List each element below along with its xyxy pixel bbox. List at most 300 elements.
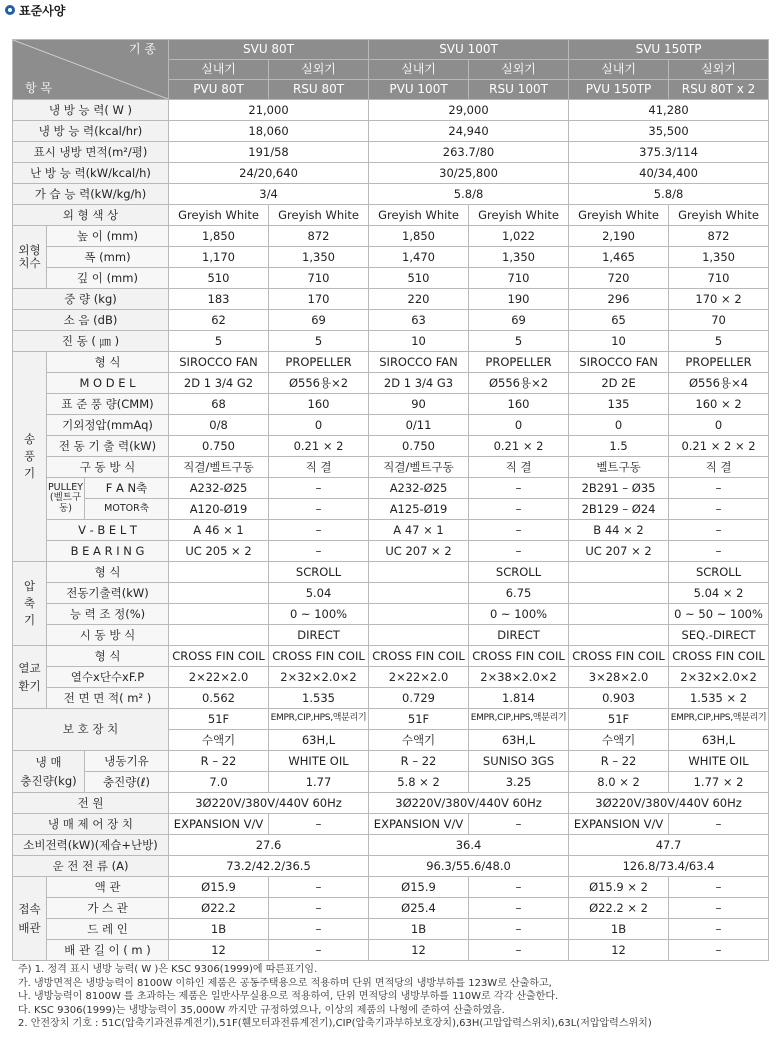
spec-table <box>12 39 769 961</box>
row-start <box>13 625 769 646</box>
cell: EXPANSION V/V <box>369 814 469 835</box>
cell: 170 <box>269 289 369 310</box>
cell: – <box>269 478 369 499</box>
row-label: 배 관 길 이 ( m ) <box>47 940 169 961</box>
cell: 70 <box>669 310 769 331</box>
cell: CROSS FIN COIL <box>669 646 769 667</box>
group-label-refrigerant: 냉 매 충진량(kg) <box>13 751 85 793</box>
cell: 47.7 <box>569 835 769 856</box>
cell: 2D 1 3/4 G2 <box>169 373 269 394</box>
cell: CROSS FIN COIL <box>469 646 569 667</box>
model-header: SVU 80T <box>169 40 369 60</box>
cell: 10 <box>569 331 669 352</box>
cell: 160 <box>269 394 369 415</box>
cell: Ø15.9 × 2 <box>569 877 669 898</box>
row-width <box>13 247 769 268</box>
cell: 벨트구동 <box>569 457 669 478</box>
row-pipe-length <box>13 940 769 961</box>
cell: 5 <box>669 331 769 352</box>
row-label: MOTOR축 <box>85 499 169 520</box>
group-label-fan: 송 풍 기 <box>13 352 47 562</box>
cell: 1.77 × 2 <box>669 772 769 793</box>
row-fan-type <box>13 352 769 373</box>
cell: 5.8 × 2 <box>369 772 469 793</box>
cell: UC 207 × 2 <box>569 541 669 562</box>
cell: 0 ~ 100% <box>469 604 569 625</box>
cell <box>369 583 469 604</box>
row-heat <box>13 163 769 184</box>
row-model <box>13 373 769 394</box>
cell: 3Ø220V/380V/440V 60Hz <box>569 793 769 814</box>
row-label: 능 력 조 정(%) <box>47 604 169 625</box>
footnote-line: 가. 냉방면적은 냉방능력이 8100W 이하인 제품은 공동주택용으로 적용하며 단위 면적당의 냉방부하를 123W로 산출하고, <box>18 977 552 989</box>
row-depth <box>13 268 769 289</box>
cell: 5 <box>169 331 269 352</box>
cell: Ø25.4 <box>369 898 469 919</box>
row-label: 가 스 관 <box>47 898 169 919</box>
row-label: 운 전 전 류 (A) <box>13 856 169 877</box>
cell: 0.729 <box>369 688 469 709</box>
cell: A125-Ø19 <box>369 499 469 520</box>
cell: – <box>669 814 769 835</box>
cell: EMPR,CIP,HPS,액분리기 <box>469 709 569 730</box>
cell: – <box>669 898 769 919</box>
indoor-header: 실내기 <box>569 60 669 80</box>
cell: 0 <box>669 415 769 436</box>
footnote-line: 다. KSC 9306(1999)는 냉방능력이 35,000W 까지만 규정하였으나, 이상의 제품의 나형에 준하여 산출하였음. <box>18 1004 505 1016</box>
cell: A120-Ø19 <box>169 499 269 520</box>
cell: 1B <box>169 919 269 940</box>
row-label: 기외정압(mmAq) <box>47 415 169 436</box>
cell: 1,350 <box>469 247 569 268</box>
cell: 63 <box>369 310 469 331</box>
row-vibration <box>13 331 769 352</box>
cell: EMPR,CIP,HPS,액분리기 <box>269 709 369 730</box>
cell: – <box>469 478 569 499</box>
cell: 21,000 <box>169 100 369 121</box>
cell: 51F <box>569 709 669 730</box>
cell: – <box>269 877 369 898</box>
cell: Greyish White <box>569 205 669 226</box>
cell: – <box>469 499 569 520</box>
cell: DIRECT <box>269 625 369 646</box>
row-airflow <box>13 394 769 415</box>
cell: 2B129 – Ø24 <box>569 499 669 520</box>
cell <box>569 583 669 604</box>
cell: Ø556용×2 <box>469 373 569 394</box>
cell: Ø556용×4 <box>669 373 769 394</box>
cell: 0/8 <box>169 415 269 436</box>
cell: A 46 × 1 <box>169 520 269 541</box>
row-label: B E A R I N G <box>47 541 169 562</box>
row-comp-type <box>13 562 769 583</box>
cell: 1,465 <box>569 247 669 268</box>
cell: SIROCCO FAN <box>369 352 469 373</box>
cell: 1.535 <box>269 688 369 709</box>
row-drive <box>13 457 769 478</box>
cell: 직 결 <box>469 457 569 478</box>
row-protection <box>13 709 769 730</box>
row-label: 진 동 ( ㎛ ) <box>13 331 169 352</box>
cell: 190 <box>469 289 569 310</box>
row-liquid <box>13 877 769 898</box>
model-header: SVU 100T <box>369 40 569 60</box>
cell: 직 결 <box>669 457 769 478</box>
cell: R – 22 <box>569 751 669 772</box>
section-title-text: 표준사양 <box>19 3 66 18</box>
row-height <box>13 226 769 247</box>
header-item-label: 항 목 <box>25 80 52 95</box>
cell: 2×32×2.0×2 <box>669 667 769 688</box>
outdoor-header: 실외기 <box>469 60 569 80</box>
cell: Ø22.2 <box>169 898 269 919</box>
row-label: 소 음 (dB) <box>13 310 169 331</box>
footnote-line: 나. 냉방능력이 8100W 를 초과하는 제품은 일반사무실용으로 적용하여, 단위 면적당의 냉방부하를 110W로 각각 산출한다. <box>18 991 559 1002</box>
row-static <box>13 415 769 436</box>
cell: SIROCCO FAN <box>569 352 669 373</box>
cell: 126.8/73.4/63.4 <box>569 856 769 877</box>
row-label: 난 방 능 력(kW/kcal/h) <box>13 163 169 184</box>
row-label: 냉 매 제 어 장 치 <box>13 814 169 835</box>
row-noise <box>13 310 769 331</box>
cell: R – 22 <box>369 751 469 772</box>
cell: 0.21 × 2 <box>469 436 569 457</box>
cell: Greyish White <box>469 205 569 226</box>
cell: UC 207 × 2 <box>369 541 469 562</box>
cell: 0.903 <box>569 688 669 709</box>
cell: 220 <box>369 289 469 310</box>
row-vbelt <box>13 520 769 541</box>
cell: PROPELLER <box>669 352 769 373</box>
cell: SCROLL <box>669 562 769 583</box>
cell: – <box>469 919 569 940</box>
cell: 24,940 <box>369 121 569 142</box>
row-color <box>13 205 769 226</box>
bullet-icon <box>5 5 15 15</box>
cell: – <box>469 898 569 919</box>
cell: – <box>669 919 769 940</box>
cell: 63H,L <box>469 730 569 751</box>
cell: 65 <box>569 310 669 331</box>
cell: 0.21 × 2 <box>269 436 369 457</box>
row-weight <box>13 289 769 310</box>
cell: 1,350 <box>269 247 369 268</box>
cell <box>169 583 269 604</box>
group-label-pulley: PULLEY (벨트구동) <box>47 478 85 520</box>
cell: 1,170 <box>169 247 269 268</box>
cell: 135 <box>569 394 669 415</box>
cell: CROSS FIN COIL <box>369 646 469 667</box>
cell: 51F <box>169 709 269 730</box>
row-label: 폭 (mm) <box>47 247 169 268</box>
cell: 872 <box>669 226 769 247</box>
row-label: 열수x단수xF.P <box>47 667 169 688</box>
cell: – <box>669 478 769 499</box>
cell: Greyish White <box>169 205 269 226</box>
row-charge <box>13 772 769 793</box>
row-label: M O D E L <box>47 373 169 394</box>
cell: EXPANSION V/V <box>569 814 669 835</box>
cell: 5 <box>469 331 569 352</box>
cell: A 47 × 1 <box>369 520 469 541</box>
cell: 수액기 <box>569 730 669 751</box>
row-humid <box>13 184 769 205</box>
cell: 710 <box>269 268 369 289</box>
cell: 직결/벨트구동 <box>369 457 469 478</box>
row-label: 냉 방 능 력(kcal/hr) <box>13 121 169 142</box>
row-label: 깊 이 (mm) <box>47 268 169 289</box>
row-label: 형 식 <box>47 646 169 667</box>
cell: 5 <box>269 331 369 352</box>
cell: – <box>269 919 369 940</box>
cell: – <box>469 940 569 961</box>
unit-header: RSU 80T <box>269 80 369 100</box>
cell: 872 <box>269 226 369 247</box>
cell: 18,060 <box>169 121 369 142</box>
cell: 63H,L <box>669 730 769 751</box>
cell: Ø15.9 <box>169 877 269 898</box>
cell: – <box>269 814 369 835</box>
cell: CROSS FIN COIL <box>569 646 669 667</box>
row-consumption <box>13 835 769 856</box>
cell: Greyish White <box>269 205 369 226</box>
cell: A232-Ø25 <box>369 478 469 499</box>
cell: 5.04 × 2 <box>669 583 769 604</box>
cell: Ø556용×2 <box>269 373 369 394</box>
cell: – <box>269 898 369 919</box>
cell <box>569 625 669 646</box>
cell: 24/20,640 <box>169 163 369 184</box>
row-label: 중 량 (kg) <box>13 289 169 310</box>
row-label: 충진량(ℓ) <box>85 772 169 793</box>
cell: 0/11 <box>369 415 469 436</box>
cell: 0 <box>469 415 569 436</box>
cell: – <box>669 499 769 520</box>
row-label: 냉동기유 <box>85 751 169 772</box>
cell: 2,190 <box>569 226 669 247</box>
cell: 2D 1 3/4 G3 <box>369 373 469 394</box>
cell: 710 <box>669 268 769 289</box>
cell: 5.8/8 <box>369 184 569 205</box>
cell <box>169 562 269 583</box>
cell: WHITE OIL <box>669 751 769 772</box>
cell: 183 <box>169 289 269 310</box>
row-label: 표시 냉방 면적(m²/평) <box>13 142 169 163</box>
cell: 73.2/42.2/36.5 <box>169 856 369 877</box>
row-label: 시 동 방 식 <box>47 625 169 646</box>
section-title <box>5 3 65 17</box>
cell: 0 <box>269 415 369 436</box>
cell: 1B <box>369 919 469 940</box>
cell: Greyish White <box>369 205 469 226</box>
footnote-line: 주) 1. 정격 표시 냉방 능력( W )은 KSC 9306(1999)에 따른표기임. <box>18 964 318 975</box>
row-label: 전동기출력(kW) <box>47 583 169 604</box>
group-label-piping: 접속 배관 <box>13 877 47 961</box>
row-label: 냉 방 능 력( W ) <box>13 100 169 121</box>
cell <box>169 604 269 625</box>
cell: – <box>269 541 369 562</box>
cell: – <box>469 541 569 562</box>
row-capacity <box>13 604 769 625</box>
cell: 3.25 <box>469 772 569 793</box>
cell: 40/34,400 <box>569 163 769 184</box>
cell: 375.3/114 <box>569 142 769 163</box>
cell: 직 결 <box>269 457 369 478</box>
cell <box>369 625 469 646</box>
group-label-heat-exchanger: 열교 환기 <box>13 646 47 709</box>
row-power <box>13 793 769 814</box>
row-gas <box>13 898 769 919</box>
cell: 96.3/55.6/48.0 <box>369 856 569 877</box>
cell: 510 <box>369 268 469 289</box>
cell <box>369 562 469 583</box>
cell: Ø22.2 × 2 <box>569 898 669 919</box>
cell: 0.750 <box>369 436 469 457</box>
cell: 68 <box>169 394 269 415</box>
cell: PROPELLER <box>469 352 569 373</box>
cell: 30/25,800 <box>369 163 569 184</box>
cell: R – 22 <box>169 751 269 772</box>
row-label: 형 식 <box>47 352 169 373</box>
cell: 263.7/80 <box>369 142 569 163</box>
row-cool-kcal <box>13 121 769 142</box>
indoor-header: 실내기 <box>369 60 469 80</box>
row-label: 형 식 <box>47 562 169 583</box>
group-label-dimensions: 외형 치수 <box>13 226 47 289</box>
cell: – <box>469 814 569 835</box>
cell: 12 <box>169 940 269 961</box>
row-label: 전 면 면 적( m² ) <box>47 688 169 709</box>
cell: – <box>669 541 769 562</box>
cell: 27.6 <box>169 835 369 856</box>
cell: 5.04 <box>269 583 369 604</box>
row-label: 구 동 방 식 <box>47 457 169 478</box>
cell: 720 <box>569 268 669 289</box>
cell: Ø15.9 <box>369 877 469 898</box>
cell: 160 × 2 <box>669 394 769 415</box>
cell: SUNISO 3GS <box>469 751 569 772</box>
row-rows-fp <box>13 667 769 688</box>
row-label: 외 형 색 상 <box>13 205 169 226</box>
cell: 1,350 <box>669 247 769 268</box>
cell: 0.21 × 2 × 2 <box>669 436 769 457</box>
row-refrigerant <box>13 751 769 772</box>
footnotes <box>18 963 768 1031</box>
cell: 36.4 <box>369 835 569 856</box>
cell <box>369 604 469 625</box>
cell: 160 <box>469 394 569 415</box>
cell: 2D 2E <box>569 373 669 394</box>
cell: 90 <box>369 394 469 415</box>
row-area <box>13 142 769 163</box>
row-label: 표 준 풍 량(CMM) <box>47 394 169 415</box>
cell: 2×32×2.0×2 <box>269 667 369 688</box>
cell: 191/58 <box>169 142 369 163</box>
cell: 1,470 <box>369 247 469 268</box>
cell: 0 ~ 50 ~ 100% <box>669 604 769 625</box>
row-label: 가 습 능 력(kW/kg/h) <box>13 184 169 205</box>
outdoor-header: 실외기 <box>269 60 369 80</box>
header-diagonal-cell <box>13 40 169 100</box>
unit-header: RSU 80T x 2 <box>669 80 769 100</box>
cell: EXPANSION V/V <box>169 814 269 835</box>
cell: 12 <box>369 940 469 961</box>
cell: 2×22×2.0 <box>169 667 269 688</box>
unit-header: RSU 100T <box>469 80 569 100</box>
row-label: V - B E L T <box>47 520 169 541</box>
cell: 1B <box>569 919 669 940</box>
cell: SIROCCO FAN <box>169 352 269 373</box>
cell <box>569 562 669 583</box>
row-comp-power <box>13 583 769 604</box>
cell: WHITE OIL <box>269 751 369 772</box>
cell: SEQ.-DIRECT <box>669 625 769 646</box>
row-label: 보 호 장 치 <box>13 709 169 751</box>
unit-header: PVU 80T <box>169 80 269 100</box>
cell: 3Ø220V/380V/440V 60Hz <box>169 793 369 814</box>
row-label: 드 레 인 <box>47 919 169 940</box>
row-label: F A N축 <box>85 478 169 499</box>
indoor-header: 실내기 <box>169 60 269 80</box>
cell: 63H,L <box>269 730 369 751</box>
cell: 2×22×2.0 <box>369 667 469 688</box>
cell: 296 <box>569 289 669 310</box>
cell: – <box>669 940 769 961</box>
cell: 0 <box>569 415 669 436</box>
row-label: 전 동 기 출 력(kW) <box>47 436 169 457</box>
cell: 1.535 × 2 <box>669 688 769 709</box>
cell: 1,022 <box>469 226 569 247</box>
unit-header: PVU 100T <box>369 80 469 100</box>
cell: 2B291 – Ø35 <box>569 478 669 499</box>
row-label: 높 이 (mm) <box>47 226 169 247</box>
cell: 7.0 <box>169 772 269 793</box>
row-label: 액 관 <box>47 877 169 898</box>
cell: 62 <box>169 310 269 331</box>
cell: 3/4 <box>169 184 369 205</box>
cell: – <box>469 877 569 898</box>
cell: – <box>469 520 569 541</box>
cell: 8.0 × 2 <box>569 772 669 793</box>
cell: 1.5 <box>569 436 669 457</box>
cell: – <box>269 499 369 520</box>
cell: – <box>669 877 769 898</box>
row-control <box>13 814 769 835</box>
row-fan-shaft <box>13 478 769 499</box>
cell: 3Ø220V/380V/440V 60Hz <box>369 793 569 814</box>
row-label: 소비전력(kW)(제습+난방) <box>13 835 169 856</box>
cell: 3×28×2.0 <box>569 667 669 688</box>
cell: SCROLL <box>469 562 569 583</box>
cell: 6.75 <box>469 583 569 604</box>
model-header: SVU 150TP <box>569 40 769 60</box>
cell: PROPELLER <box>269 352 369 373</box>
header-model-label: 기 종 <box>129 42 157 56</box>
row-hx-type <box>13 646 769 667</box>
cell: A232-Ø25 <box>169 478 269 499</box>
row-face-area <box>13 688 769 709</box>
group-label-compressor: 압 축 기 <box>13 562 47 646</box>
cell: CROSS FIN COIL <box>269 646 369 667</box>
cell: 1,850 <box>369 226 469 247</box>
row-current <box>13 856 769 877</box>
cell: 29,000 <box>369 100 569 121</box>
cell: – <box>269 520 369 541</box>
cell: 10 <box>369 331 469 352</box>
row-label: 전 원 <box>13 793 169 814</box>
cell: – <box>669 520 769 541</box>
cell: 12 <box>569 940 669 961</box>
